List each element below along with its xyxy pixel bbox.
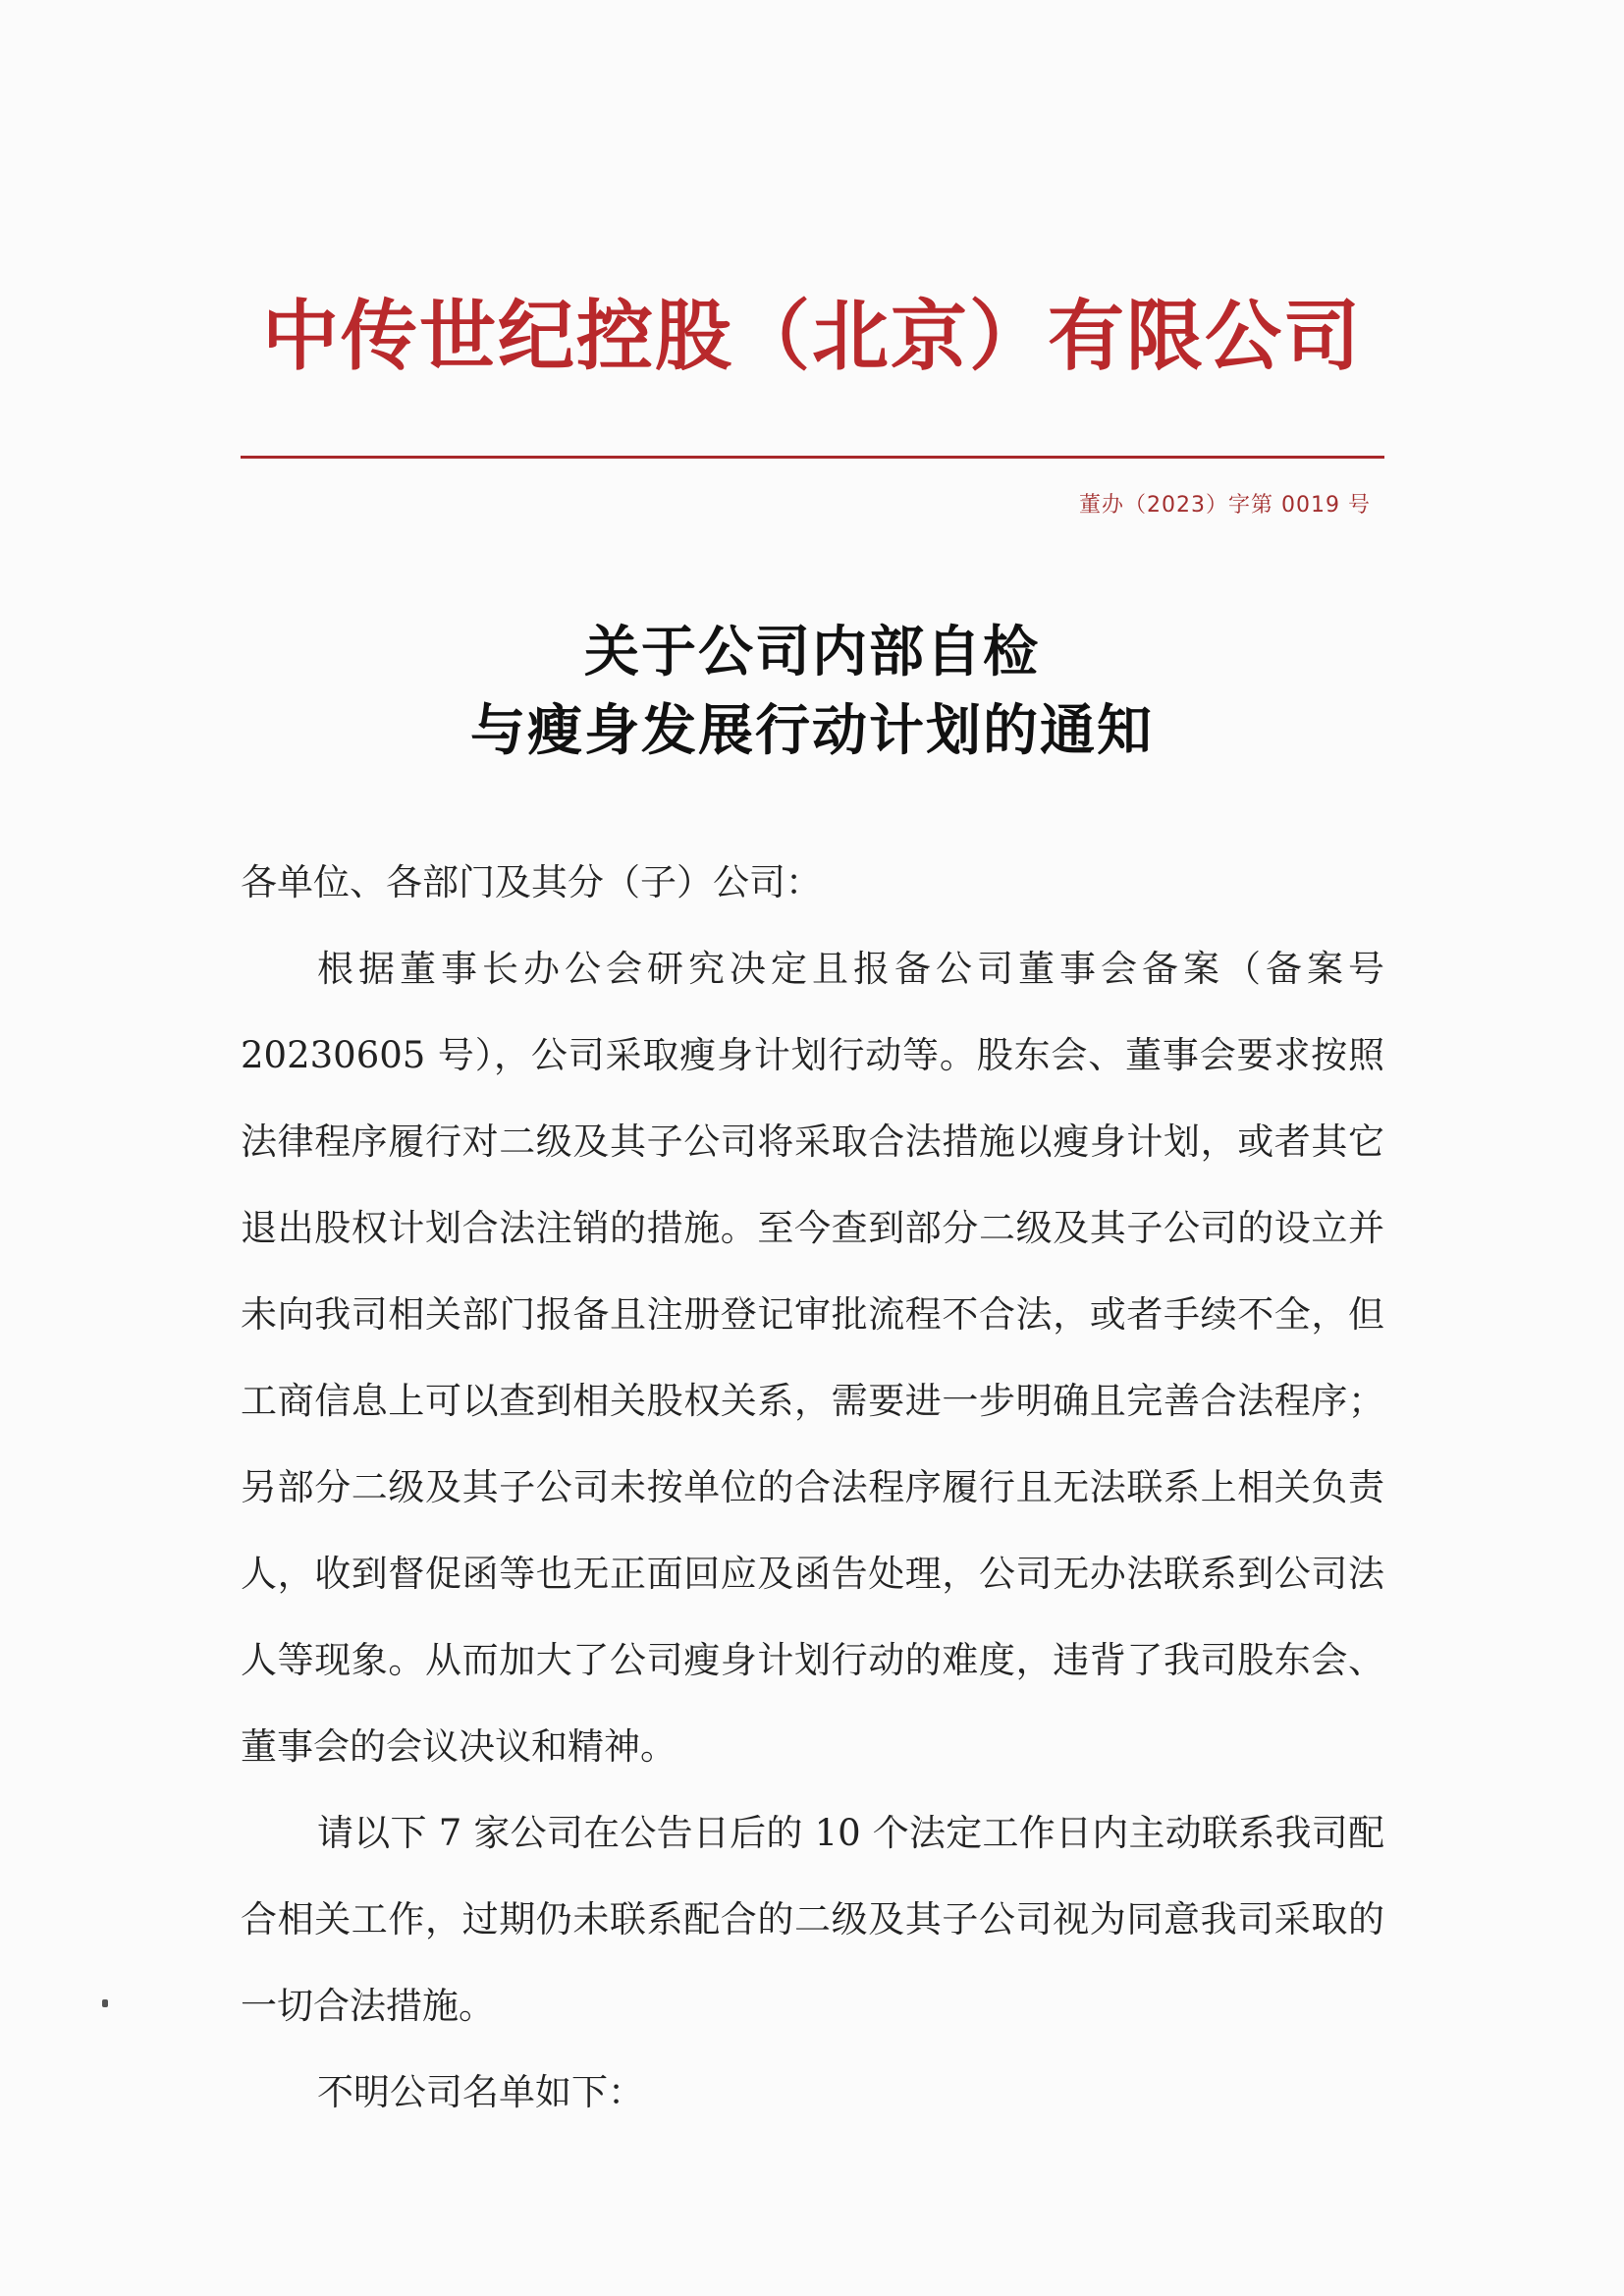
scan-mark xyxy=(102,1999,108,2007)
paragraph-request: 请以下 7 家公司在公告日后的 10 个法定工作日内主动联系我司配合相关工作，过期仍未联系配合的二级及其子公司视为同意我司采取的一切合法措施。 xyxy=(241,1812,1384,2027)
title-line-2: 与瘦身发展行动计划的通知 xyxy=(470,699,1154,763)
organization-header: 中传世纪控股（北京）有限公司 xyxy=(261,293,1362,381)
paragraph-background: 根据董事长办公会研究决定且报备公司董事会备案（备案号20230605 号），公司采取瘦身计划行动等。股东会、董事会要求按照法律程序履行对二级及其子公司将采取合法措施以瘦身计划，或者其它退出股权计划合法注销的措施。至今查到部分二级及其子公司的设立并未向我司相关部门报备且注册登记审批流程不合法，或者手续不全，但工商信息上可以查到相关股权关系，需要进一步明确且完善合法程序；另部分二级及其子公司未按单位的合法程序履行且无法联系上相关负责人，收到督促函等也无正面回应及函告处理，公司无办法联系到公司法人等现象。从而加大了公司瘦身计划行动的难度，违背了我司股东会、董事会的会议决议和精神。 xyxy=(241,948,1384,1768)
document-number: 董办（2023）字第 0019 号 xyxy=(1079,493,1371,518)
notice-body xyxy=(241,840,1384,2136)
salutation: 各单位、各部门及其分（子）公司： xyxy=(241,861,822,903)
notice-title xyxy=(0,614,1624,771)
title-line-1: 关于公司内部自检 xyxy=(584,621,1040,684)
header-divider xyxy=(241,456,1384,459)
paragraph-list-intro: 不明公司名单如下： xyxy=(317,2071,644,2113)
